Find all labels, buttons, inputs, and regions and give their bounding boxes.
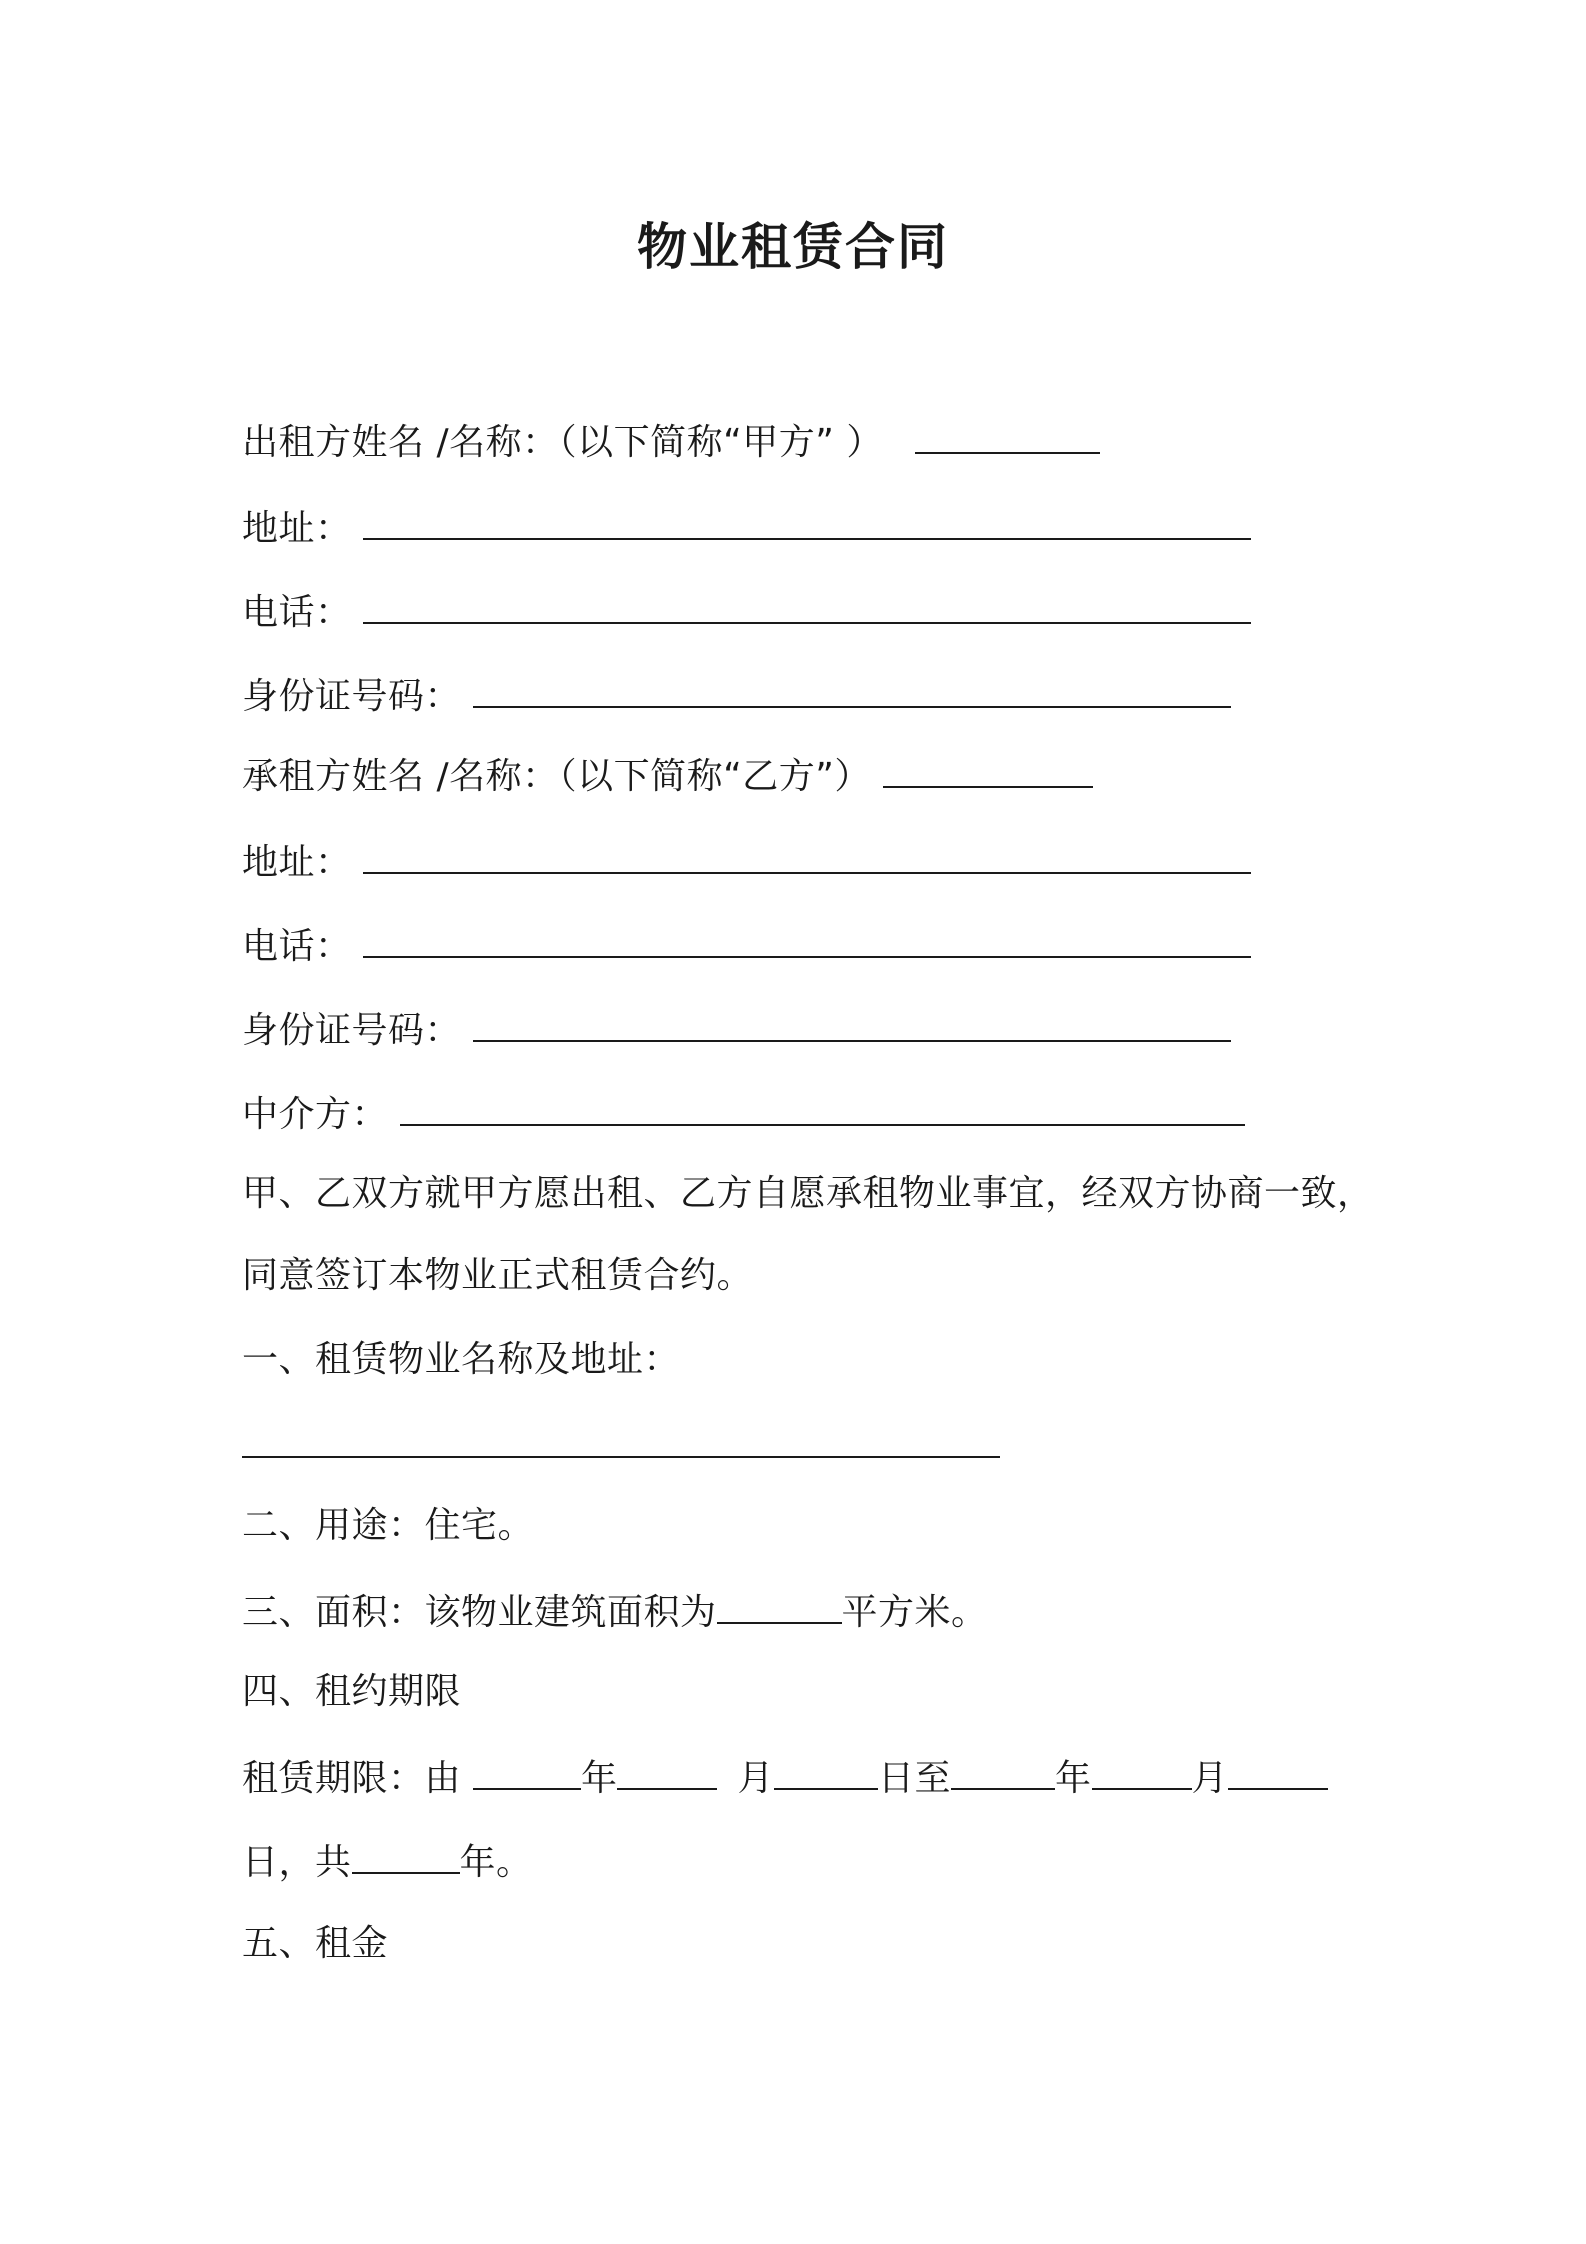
- end-month-blank[interactable]: [1092, 1750, 1192, 1790]
- total-years-blank[interactable]: [352, 1834, 460, 1874]
- lessee-name-blank[interactable]: [883, 748, 1093, 788]
- term-label: 租赁期限：由: [242, 1758, 462, 1799]
- lessor-id-row: [242, 668, 1231, 723]
- lessee-name-row: [242, 748, 1093, 803]
- lessee-address-blank[interactable]: [363, 834, 1251, 874]
- lessor-id-label: 身份证号码：: [242, 676, 462, 717]
- lessor-phone-label: 电话：: [242, 592, 352, 633]
- end-day-blank[interactable]: [1228, 1750, 1328, 1790]
- area-prefix: 三、面积：该物业建筑面积为: [242, 1592, 717, 1633]
- section-5-heading: 五、租金: [242, 1923, 389, 1964]
- property-address-row: [242, 1418, 1000, 1473]
- lessor-name-blank[interactable]: [915, 414, 1100, 454]
- lessee-address-label: 地址：: [242, 842, 352, 883]
- lessor-phone-blank[interactable]: [363, 584, 1251, 624]
- lessor-name-label: 出租方姓名 /名称：（以下简称“甲方” ）: [242, 422, 883, 463]
- agent-blank[interactable]: [400, 1086, 1245, 1126]
- section-4-heading: 四、租约期限: [242, 1671, 462, 1712]
- preamble-line-1: 甲、乙双方就甲方愿出租、乙方自愿承租物业事宜，经双方协商一致，: [242, 1173, 1374, 1214]
- lessor-id-blank[interactable]: [473, 668, 1231, 708]
- section-3-area-row: [242, 1584, 988, 1639]
- start-day-blank[interactable]: [774, 1750, 878, 1790]
- page-title: 物业租赁合同: [637, 218, 949, 276]
- agent-row: [242, 1086, 1245, 1141]
- lessee-id-blank[interactable]: [473, 1002, 1231, 1042]
- end-year-unit: 年: [1055, 1758, 1092, 1799]
- term-end: 年。: [459, 1842, 533, 1883]
- section-2-usage: 二、用途：住宅。: [242, 1505, 535, 1546]
- term-day-total: 日，共: [242, 1842, 352, 1883]
- start-day-to: 日至: [878, 1758, 952, 1799]
- end-year-blank[interactable]: [951, 1750, 1055, 1790]
- lessor-name-row: [242, 414, 1100, 469]
- agent-label: 中介方：: [242, 1094, 389, 1135]
- term-row-2: [242, 1834, 533, 1889]
- start-month-blank[interactable]: [617, 1750, 717, 1790]
- lessee-phone-label: 电话：: [242, 926, 352, 967]
- lessee-phone-row: [242, 918, 1251, 973]
- property-address-blank[interactable]: [242, 1418, 1000, 1458]
- lessor-address-row: [242, 500, 1251, 555]
- lessee-id-label: 身份证号码：: [242, 1010, 462, 1051]
- preamble-line-2: 同意签订本物业正式租赁合约。: [242, 1255, 754, 1296]
- start-year-blank[interactable]: [473, 1750, 581, 1790]
- start-year-unit: 年: [580, 1758, 618, 1799]
- term-row-1: [242, 1750, 1328, 1805]
- lessor-address-blank[interactable]: [363, 500, 1251, 540]
- lessee-address-row: [242, 834, 1251, 889]
- lessee-phone-blank[interactable]: [363, 918, 1251, 958]
- lessor-address-label: 地址：: [242, 508, 352, 549]
- section-1-heading: 一、租赁物业名称及地址：: [242, 1339, 681, 1380]
- area-blank[interactable]: [717, 1584, 842, 1624]
- area-suffix: 平方米。: [841, 1592, 988, 1633]
- lessee-id-row: [242, 1002, 1231, 1057]
- lessee-name-label: 承租方姓名 /名称：（以下简称“乙方”）: [242, 756, 871, 797]
- lessor-phone-row: [242, 584, 1251, 639]
- end-month-unit: 月: [1191, 1758, 1229, 1799]
- start-month-unit: 月: [737, 1758, 774, 1799]
